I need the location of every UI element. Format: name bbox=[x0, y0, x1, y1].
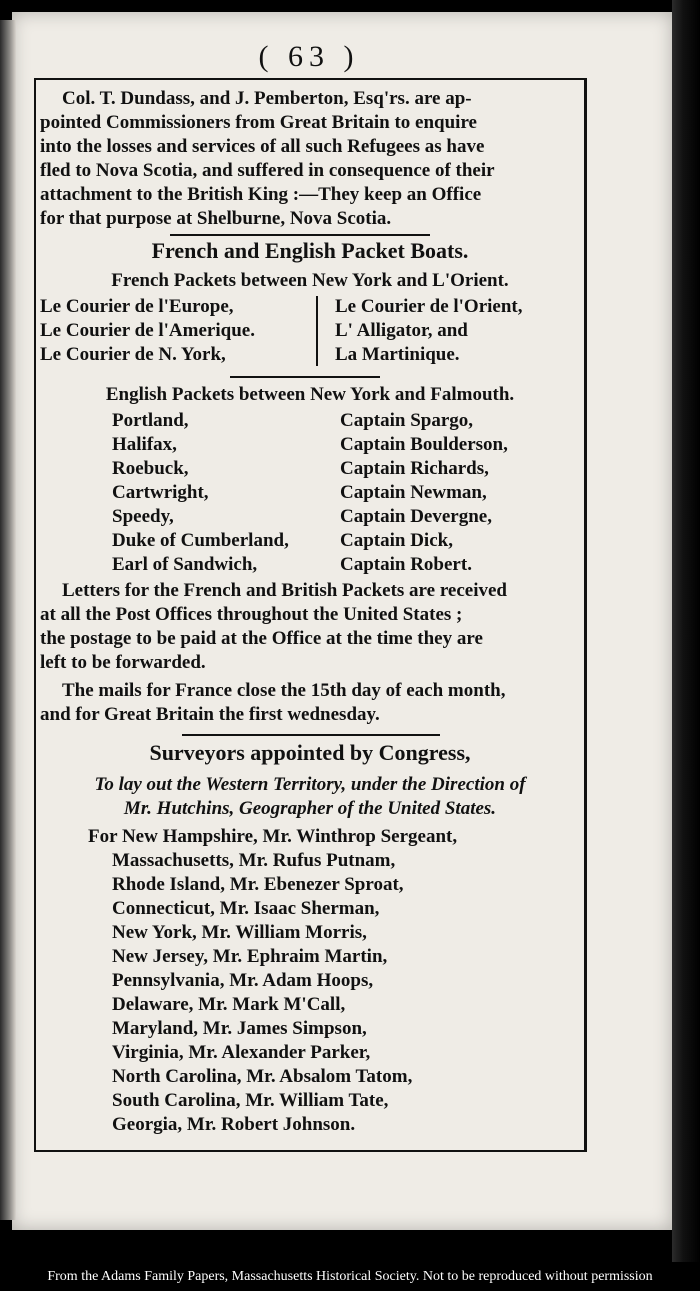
page-edge bbox=[672, 0, 700, 1262]
english-packet-captain: Captain Spargo, bbox=[340, 410, 474, 431]
surveyors-subheading: Mr. Hutchins, Geographer of the United States. bbox=[123, 798, 497, 819]
copyright-footer: From the Adams Family Papers, Massachusetts Historical Society. Not to be reproduced without permission bbox=[0, 1262, 700, 1291]
page-number: ( 63 ) bbox=[258, 40, 360, 73]
surveyor-entry: Virginia, Mr. Alexander Parker, bbox=[112, 1042, 371, 1063]
intro-line: fled to Nova Scotia, and suffered in consequence of their bbox=[40, 160, 495, 181]
french-packet-name: La Martinique. bbox=[335, 344, 460, 365]
french-packet-name: Le Courier de N. York, bbox=[40, 344, 226, 365]
english-packet-captain: Captain Boulderson, bbox=[340, 434, 508, 455]
surveyor-entry: North Carolina, Mr. Absalom Tatom, bbox=[112, 1066, 413, 1087]
english-packet-ship: Halifax, bbox=[112, 434, 177, 455]
section-divider bbox=[170, 234, 430, 236]
surveyor-entry: Pennsylvania, Mr. Adam Hoops, bbox=[112, 970, 374, 991]
letters-line: left to be forwarded. bbox=[40, 652, 206, 673]
surveyor-entry: Delaware, Mr. Mark M'Call, bbox=[112, 994, 346, 1015]
surveyor-entry: Rhode Island, Mr. Ebenezer Sproat, bbox=[112, 874, 404, 895]
surveyor-entry: Georgia, Mr. Robert Johnson. bbox=[112, 1114, 356, 1135]
french-packets-heading: French Packets between New York and L'Orient. bbox=[111, 270, 509, 291]
surveyors-subheading: To lay out the Western Territory, under the Direction of bbox=[94, 774, 526, 795]
french-packet-name: Le Courier de l'Europe, bbox=[40, 296, 234, 317]
english-packet-captain: Captain Newman, bbox=[340, 482, 487, 503]
intro-line: pointed Commissioners from Great Britain to enquire bbox=[40, 112, 477, 133]
intro-line: for that purpose at Shelburne, Nova Scotia. bbox=[40, 208, 392, 229]
english-packet-ship: Duke of Cumberland, bbox=[112, 530, 289, 551]
surveyor-entry: New York, Mr. William Morris, bbox=[112, 922, 367, 943]
letters-line: the postage to be paid at the Office at the time they are bbox=[40, 628, 483, 649]
english-packet-ship: Portland, bbox=[112, 410, 189, 431]
surveyor-entry: Massachusetts, Mr. Rufus Putnam, bbox=[112, 850, 396, 871]
surveyor-entry: New Jersey, Mr. Ephraim Martin, bbox=[112, 946, 388, 967]
packets-heading: French and English Packet Boats. bbox=[151, 238, 469, 263]
english-packet-captain: Captain Richards, bbox=[340, 458, 489, 479]
english-packet-ship: Cartwright, bbox=[112, 482, 209, 503]
letters-line: at all the Post Offices throughout the United States ; bbox=[40, 604, 463, 625]
book-spine-shadow bbox=[0, 20, 16, 1220]
mails-line: The mails for France close the 15th day of each month, bbox=[62, 680, 506, 701]
surveyor-entry: Connecticut, Mr. Isaac Sherman, bbox=[112, 898, 380, 919]
french-packet-name: Le Courier de l'Orient, bbox=[335, 296, 523, 317]
surveyor-entry: For New Hampshire, Mr. Winthrop Sergeant, bbox=[88, 826, 458, 847]
surveyors-heading: Surveyors appointed by Congress, bbox=[149, 740, 471, 765]
section-divider bbox=[182, 734, 440, 736]
intro-line: Col. T. Dundass, and J. Pemberton, Esq'rs. are ap- bbox=[62, 88, 472, 109]
intro-line: into the losses and services of all such Refugees as have bbox=[40, 136, 485, 157]
mails-line: and for Great Britain the first wednesday. bbox=[40, 704, 380, 725]
letters-line: Letters for the French and British Packets are received bbox=[62, 580, 507, 601]
surveyor-entry: South Carolina, Mr. William Tate, bbox=[112, 1090, 389, 1111]
english-packet-captain: Captain Dick, bbox=[340, 530, 453, 551]
english-packet-ship: Speedy, bbox=[112, 506, 174, 527]
column-divider bbox=[316, 296, 318, 366]
english-packet-captain: Captain Robert. bbox=[340, 554, 472, 575]
surveyor-entry: Maryland, Mr. James Simpson, bbox=[112, 1018, 367, 1039]
english-packets-heading: English Packets between New York and Falmouth. bbox=[105, 384, 515, 405]
english-packet-captain: Captain Devergne, bbox=[340, 506, 492, 527]
english-packet-ship: Earl of Sandwich, bbox=[112, 554, 258, 575]
english-packet-ship: Roebuck, bbox=[112, 458, 189, 479]
section-divider bbox=[230, 376, 380, 378]
french-packet-name: L' Alligator, and bbox=[335, 320, 468, 341]
french-packet-name: Le Courier de l'Amerique. bbox=[40, 320, 255, 341]
intro-line: attachment to the British King :—They keep an Office bbox=[40, 184, 482, 205]
